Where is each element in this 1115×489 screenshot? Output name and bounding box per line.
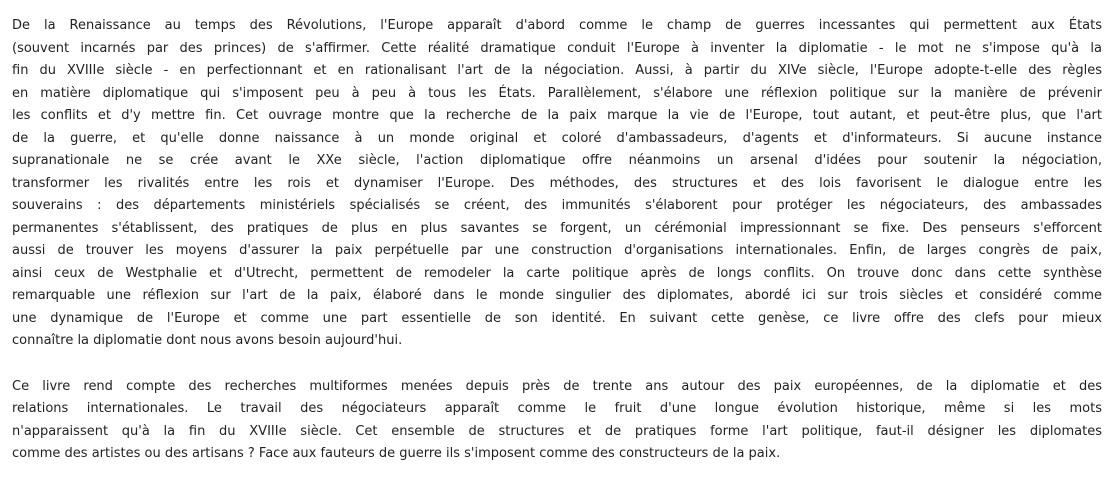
- text-line: connaître la diplomatie dont nous avons besoin aujourd'hui.: [12, 333, 403, 348]
- text-line: permanentes s'établissent, des pratiques de plus en plus savantes se forgent, un cérémonial impressionnant se fixe. Des penseurs s'efforcent: [12, 220, 1102, 236]
- text-line: transformer les rivalités entre les rois et dynamiser l'Europe. Des méthodes, des structures et des lois favorisent le dialogue entre les: [12, 175, 1102, 191]
- text-line: fin du XVIIIe siècle - en perfectionnant et en rationalisant l'art de la négociation. Aussi, à partir du XIVe siècle, l'Europe adopte-t-elle des règles: [12, 63, 1102, 78]
- text-line: une dynamique de l'Europe et comme une part essentielle de son identité. En suivant cette genèse, ce livre offre des clefs pour mieux: [12, 310, 1102, 326]
- text-line: De la Renaissance au temps des Révolutions, l'Europe apparaît d'abord comme le champ de guerres incessantes qui permettent aux États: [12, 18, 1102, 33]
- text-line: ainsi ceux de Westphalie et d'Utrecht, permettent de remodeler la carte politique après de longs conflits. On trouve donc dans cette synthèse: [12, 265, 1102, 281]
- text-line: de la guerre, et qu'elle donne naissance à un monde original et coloré d'ambassadeurs, d'agents et d'informateurs. Si aucune instance: [12, 130, 1102, 146]
- text-line: (souvent incarnés par des princes) de s'affirmer. Cette réalité dramatique conduit l'Europe à inventer la diplomatie - le mot ne s'impose qu'à la: [12, 40, 1102, 56]
- text-line: comme des artistes ou des artisans ? Face aux fauteurs de guerre ils s'imposent comme des constructeurs de la paix.: [12, 446, 781, 461]
- text-line: Ce livre rend compte des recherches multiformes menées depuis près de trente ans autour des paix européennes, de la diplomatie et des: [12, 378, 1102, 394]
- text-line: en matière diplomatique qui s'imposent peu à peu à tous les États. Parallèlement, s'élabore une réflexion politique sur la manière de prévenir: [12, 85, 1102, 101]
- text-line: relations internationales. Le travail des négociateurs apparaît comme le fruit d'une longue évolution historique, même si les mots: [12, 401, 1102, 416]
- document-body: [12, 15, 1102, 489]
- text-line: n'apparaissent qu'à la fin du XVIIIe siècle. Cet ensemble de structures et de pratiques forme l'art politique, faut-il désigner les diplomates: [12, 423, 1102, 439]
- text-line: remarquable une réflexion sur l'art de la paix, élaboré dans le monde singulier des diplomates, abordé ici sur trois siècles et considéré comme: [12, 288, 1102, 303]
- paragraph-1: [12, 15, 1102, 353]
- text-line: souverains : des départements ministériels spécialisés se créent, des immunités s'élaborent pour protéger les négociateurs, des ambassades: [12, 198, 1102, 213]
- text-line: aussi de trouver les moyens d'assurer la paix perpétuelle par une construction d'organisations internationales. Enfin, de larges congrès de paix,: [12, 243, 1102, 258]
- paragraph-2: [12, 376, 1102, 466]
- text-line: supranationale ne se crée avant le XXe siècle, l'action diplomatique offre néanmoins un arsenal d'idées pour soutenir la négociation,: [12, 153, 1102, 168]
- text-line: les conflits et d'y mettre fin. Cet ouvrage montre que la recherche de la paix marque la vie de l'Europe, tout autant, et peut-être plus, que l'art: [12, 108, 1102, 123]
